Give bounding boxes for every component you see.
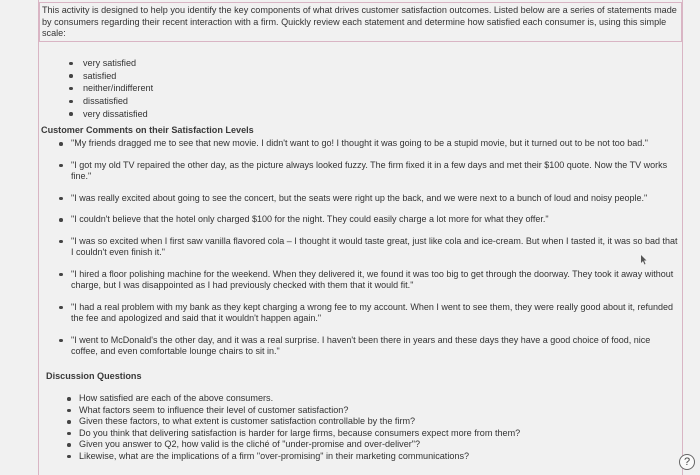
question-item: Do you think that delivering satisfaction is harder for large firms, because consumers expect more from them?	[67, 428, 667, 440]
question-item: How satisfied are each of the above consumers.	[67, 393, 667, 405]
discussion-questions-list	[67, 393, 667, 463]
comment-item: "I went to McDonald's the other day, and it was a real surprise. I haven't been there in years and these days they have a good choice of food, nice coffee, and even comfortable lounge chairs to sit in."	[59, 335, 679, 358]
scale-item: dissatisfied	[69, 95, 153, 108]
question-item: What factors seem to influence their level of customer satisfaction?	[67, 405, 667, 417]
comment-item: "I got my old TV repaired the other day, as the picture always looked fuzzy. The firm fixed it in a few days and met their $100 quote. Now the TV works fine."	[59, 160, 679, 183]
comment-item: "My friends dragged me to see that new movie. I didn't want to go! I thought it was going to be a stupid movie, but it turned out to be not too bad."	[59, 138, 679, 150]
question-item: Given you answer to Q2, how valid is the cliché of "under-promise and over-deliver"?	[67, 439, 667, 451]
mouse-cursor-icon	[641, 255, 647, 265]
comment-item: "I had a real problem with my bank as they kept charging a wrong fee to my account. When I went to see them, they were really good about it, refunded the fee and apologized and said that it wouldn't happen again."	[59, 302, 679, 325]
question-item: Given these factors, to what extent is customer satisfaction controllable by the firm?	[67, 416, 667, 428]
discussion-heading: Discussion Questions	[46, 371, 142, 381]
scale-item: very satisfied	[69, 57, 153, 70]
scale-item: satisfied	[69, 70, 153, 83]
satisfaction-scale-list	[69, 57, 153, 121]
scale-item: neither/indifferent	[69, 82, 153, 95]
comment-item: "I was so excited when I first saw vanilla flavored cola – I thought it would taste great, just like cola and ice-cream. But when I tasted it, it was so bad that I couldn't even finish it."	[59, 236, 679, 259]
comment-item: "I couldn't believe that the hotel only charged $100 for the night. They could easily charge a lot more for what they offer."	[59, 214, 679, 226]
comment-item: "I hired a floor polishing machine for the weekend. When they delivered it, we found it was too big to get through the doorway. They took it away without charge, but I was disappointed as I had previously checked with them that it would fit."	[59, 269, 679, 292]
question-mark-icon[interactable]: ?	[679, 454, 695, 470]
customer-comments-list	[59, 138, 679, 358]
comment-item: "I was really excited about going to see the concert, but the seats were right up the back, and we were next to a bunch of loud and noisy people."	[59, 193, 679, 205]
activity-page	[38, 0, 683, 475]
comments-heading: Customer Comments on their Satisfaction Levels	[41, 125, 254, 135]
question-item: Likewise, what are the implications of a firm "over-promising" in their marketing communications?	[67, 451, 667, 463]
intro-box: This activity is designed to help you identify the key components of what drives customer satisfaction outcomes. Listed below are a series of statements made by consumers regarding their recent interaction with a firm. Quickly review each statement and determine how satisfied each consumer is, using this simple scale:	[39, 2, 682, 42]
scale-item: very dissatisfied	[69, 108, 153, 121]
